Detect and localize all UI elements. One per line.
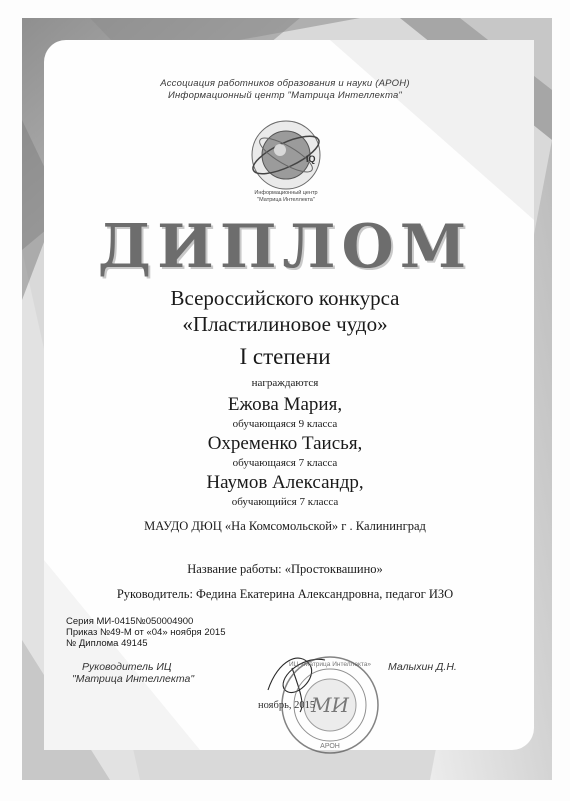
contest-line-1: Всероссийского конкурса bbox=[170, 286, 400, 310]
recipient-name: Наумов Александр, bbox=[206, 472, 364, 493]
recipient-name: Охременко Таисья, bbox=[207, 433, 363, 454]
diploma-number: № Диплома 49145 bbox=[66, 638, 148, 649]
stamp-bottom: АРОН bbox=[320, 743, 340, 750]
school-name: МАУДО ДЮЦ «На Комсомольской» г . Калининград bbox=[144, 519, 426, 533]
signature-name: Малыхин Д.Н. bbox=[388, 661, 457, 673]
contest-line-2: «Пластилиновое чудо» bbox=[182, 312, 388, 336]
order-number: Приказ №49-М от «04» ноября 2015 bbox=[66, 627, 226, 638]
work-title: Название работы: «Простоквашино» bbox=[187, 562, 383, 576]
signature-date: ноябрь, 2015 bbox=[258, 700, 316, 711]
organization-line-1: Ассоциация работников образования и науки (АРОН) bbox=[160, 78, 410, 89]
signature-role-2: "Матрица Интеллекта" bbox=[72, 673, 195, 685]
logo-badge: IQ bbox=[306, 154, 316, 164]
signature-role-1: Руководитель ИЦ bbox=[82, 661, 172, 673]
logo-caption-1: Информационный центр bbox=[254, 190, 318, 196]
organization-line-2: Информационный центр "Матрица Интеллекта" bbox=[167, 90, 403, 101]
page-title: ДИПЛОМ bbox=[97, 212, 473, 282]
degree-label: I степени bbox=[239, 344, 331, 369]
stamp-center: МИ bbox=[311, 693, 349, 717]
supervisor: Руководитель: Федина Екатерина Александровна, педагог ИЗО bbox=[116, 587, 454, 601]
recipient-class: обучающаяся 9 класса bbox=[232, 418, 338, 430]
logo-caption-2: "Матрица Интеллекта" bbox=[257, 197, 315, 203]
stamp-ring-text: ИЦ «Матрица Интеллекта» bbox=[288, 661, 372, 668]
recipient-name: Ежова Мария, bbox=[227, 394, 343, 415]
awarded-label: награждаются bbox=[251, 377, 319, 389]
series-number: Серия МИ-0415№050004900 bbox=[66, 616, 194, 627]
recipient-class: обучающийся 7 класса bbox=[231, 496, 339, 508]
recipient-class: обучающаяся 7 класса bbox=[232, 457, 338, 469]
